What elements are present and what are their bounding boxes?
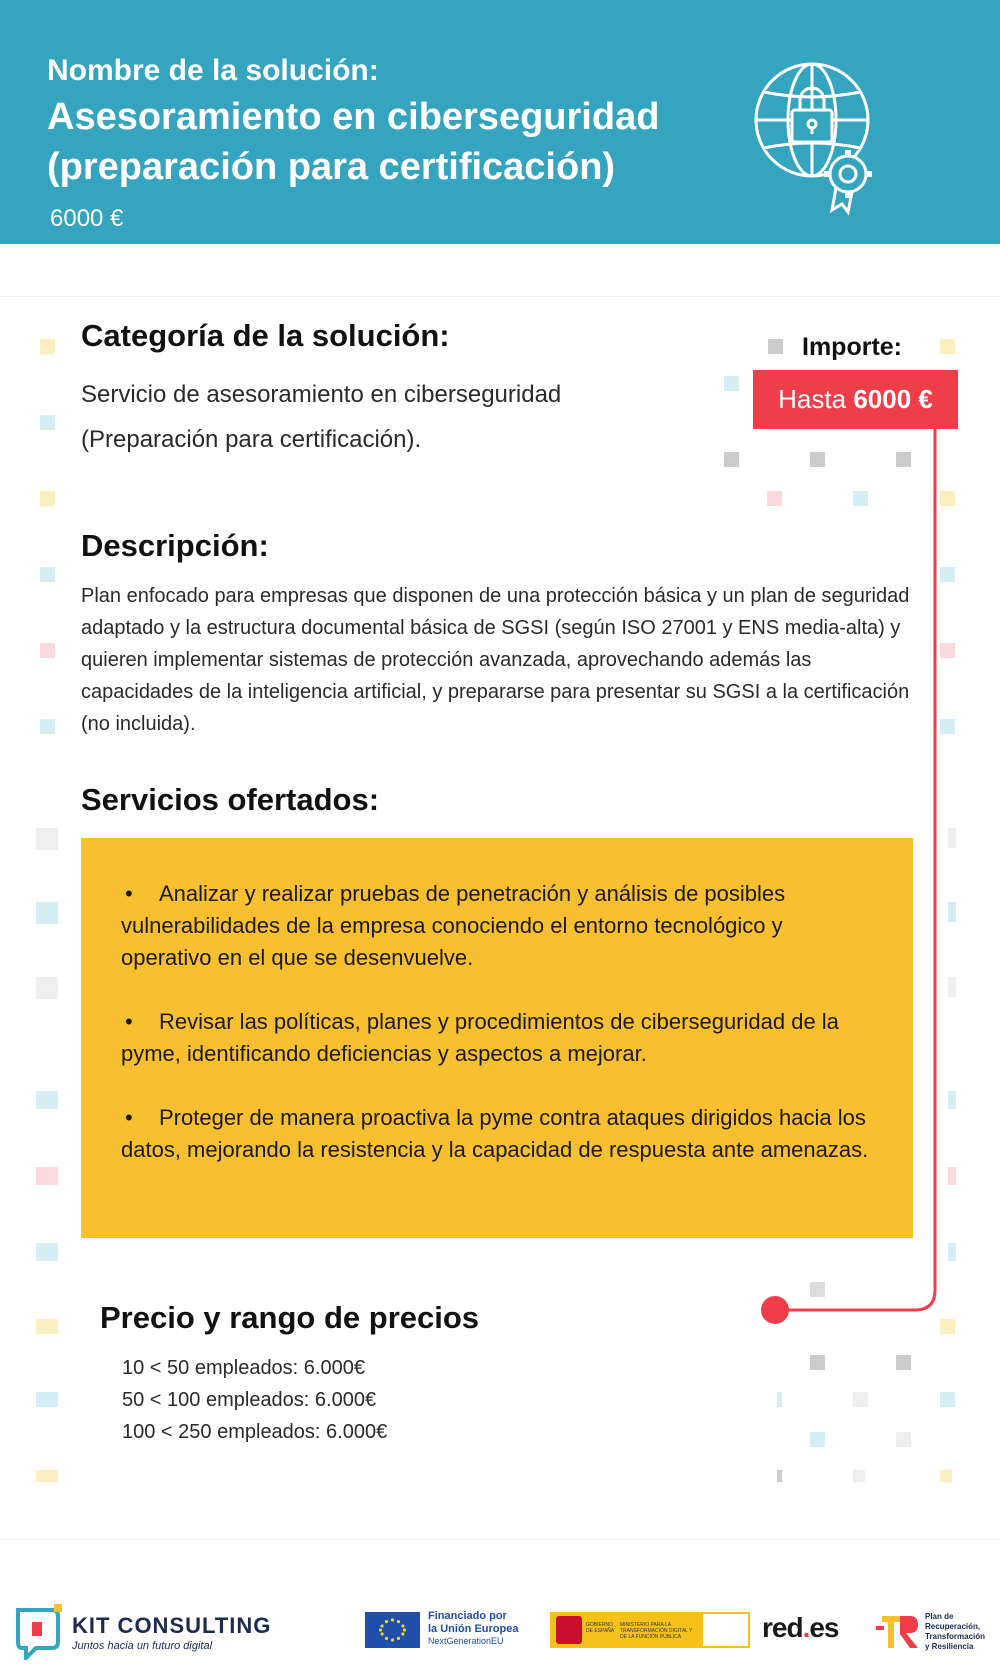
decor-square	[948, 902, 956, 922]
decor-square	[36, 1243, 58, 1261]
amount-label: Importe:	[802, 333, 902, 361]
amount-value: 6000 €	[853, 384, 933, 414]
decor-square	[40, 567, 55, 582]
category-text: Servicio de asesoramiento en ciberseguridad (Preparación para certificación).	[81, 381, 562, 453]
decor-square	[940, 491, 955, 506]
list-item: • Revisar las políticas, planes y procedimientos de ciberseguridad de la pyme, identificando deficiencias y aspectos a mejorar.	[121, 1009, 839, 1066]
amount-badge	[753, 370, 958, 429]
shield-icon	[556, 1616, 582, 1644]
decor-square	[36, 977, 58, 999]
decor-square	[40, 339, 55, 354]
prtr-logo	[876, 1612, 920, 1650]
decor-square	[940, 1319, 955, 1334]
red-es-logo: red.es	[762, 1612, 839, 1643]
eu-funding-text: Financiado por la Unión Europea	[428, 1610, 519, 1635]
decor-square	[777, 1392, 782, 1407]
decor-square	[36, 1319, 58, 1334]
decor-square	[36, 1470, 58, 1482]
decor-square	[724, 452, 739, 467]
header-banner	[0, 0, 1000, 244]
decor-square	[777, 1470, 782, 1482]
decor-square	[40, 719, 55, 734]
footer-logos	[0, 1590, 1000, 1673]
list-item: • Analizar y realizar pruebas de penetración y análisis de posibles vulnerabilidades de la empresa conociendo el entorno tecnológico y operativo en el que se desenvuelve.	[121, 881, 786, 970]
decor-square	[853, 1470, 865, 1482]
solution-label: Nombre de la solución:	[47, 54, 379, 87]
eu-flag-icon	[365, 1612, 420, 1648]
decor-square	[896, 452, 911, 467]
decor-square	[948, 828, 956, 848]
solution-price: 6000 €	[50, 205, 124, 232]
price-list	[122, 1352, 387, 1448]
decor-square	[853, 491, 868, 506]
globe-lock-gear-icon	[752, 58, 887, 218]
kit-consulting-logo	[12, 1602, 62, 1660]
decor-square	[40, 643, 55, 658]
gobierno-logo: GOBIERNO DE ESPAÑA MINISTERIO PARA LA TRANSFORMACIÓN DIGITAL Y DE LA FUNCIÓN PÚBLICA	[550, 1612, 750, 1648]
description-text: Plan enfocado para empresas que disponen de una protección básica y un plan de seguridad adaptado y la estructura documental básica de SGSI (según ISO 27001 y ENS media-alta) y quieren implementar sistemas de protección avanzada, aprovechando además las capacidades de la inteligencia artificial, y prepararse para presentar su SGSI a la certificación (no incluida).	[81, 585, 910, 735]
decor-square	[940, 1392, 955, 1407]
price-row: 100 < 250 empleados: 6.000€	[122, 1421, 388, 1443]
decor-square	[36, 1091, 58, 1109]
amount-prefix: Hasta	[778, 384, 847, 414]
decor-square	[767, 491, 782, 506]
decor-square	[940, 567, 955, 582]
prtr-text: Plan de Recuperación, Transformación y Resiliencia	[925, 1612, 986, 1651]
decor-square	[40, 415, 55, 430]
description-title: Descripción:	[81, 528, 269, 563]
decor-square	[853, 1392, 868, 1407]
decor-square	[810, 452, 825, 467]
decor-square	[810, 1432, 825, 1447]
decor-square	[36, 1167, 58, 1185]
decor-square	[724, 376, 739, 391]
eu-nextgen-text: NextGenerationEU	[428, 1636, 504, 1646]
solution-title: Asesoramiento en ciberseguridad (preparación para certificación)	[47, 96, 660, 188]
decor-square	[896, 1432, 911, 1447]
kit-name: KIT CONSULTING	[72, 1613, 272, 1638]
decor-square	[940, 1470, 952, 1482]
decor-square	[36, 1392, 58, 1407]
decor-square	[36, 902, 58, 924]
services-title: Servicios ofertados:	[81, 782, 380, 817]
kit-tagline: Juntos hacia un futuro digital	[72, 1640, 213, 1652]
decor-square	[896, 1355, 911, 1370]
decor-square	[948, 1167, 956, 1185]
decor-square	[948, 977, 956, 997]
category-title: Categoría de la solución:	[81, 318, 450, 353]
decor-square	[940, 339, 955, 354]
decor-square	[36, 828, 58, 850]
decor-square	[810, 1282, 825, 1297]
decor-square	[940, 643, 955, 658]
price-title: Precio y rango de precios	[100, 1300, 480, 1335]
decor-square	[948, 1243, 956, 1261]
decor-square	[810, 1355, 825, 1370]
price-row: 50 < 100 empleados: 6.000€	[122, 1389, 377, 1411]
list-item: • Proteger de manera proactiva la pyme contra ataques dirigidos hacia los datos, mejorando la resistencia y la capacidad de respuesta ante amenazas.	[121, 1105, 869, 1162]
services-list	[121, 878, 873, 1166]
decor-square	[940, 719, 955, 734]
price-row: 10 < 50 empleados: 6.000€	[122, 1357, 365, 1379]
decor-square	[948, 1091, 956, 1109]
decor-square	[768, 339, 783, 354]
decor-square	[40, 491, 55, 506]
services-box	[81, 838, 913, 1238]
